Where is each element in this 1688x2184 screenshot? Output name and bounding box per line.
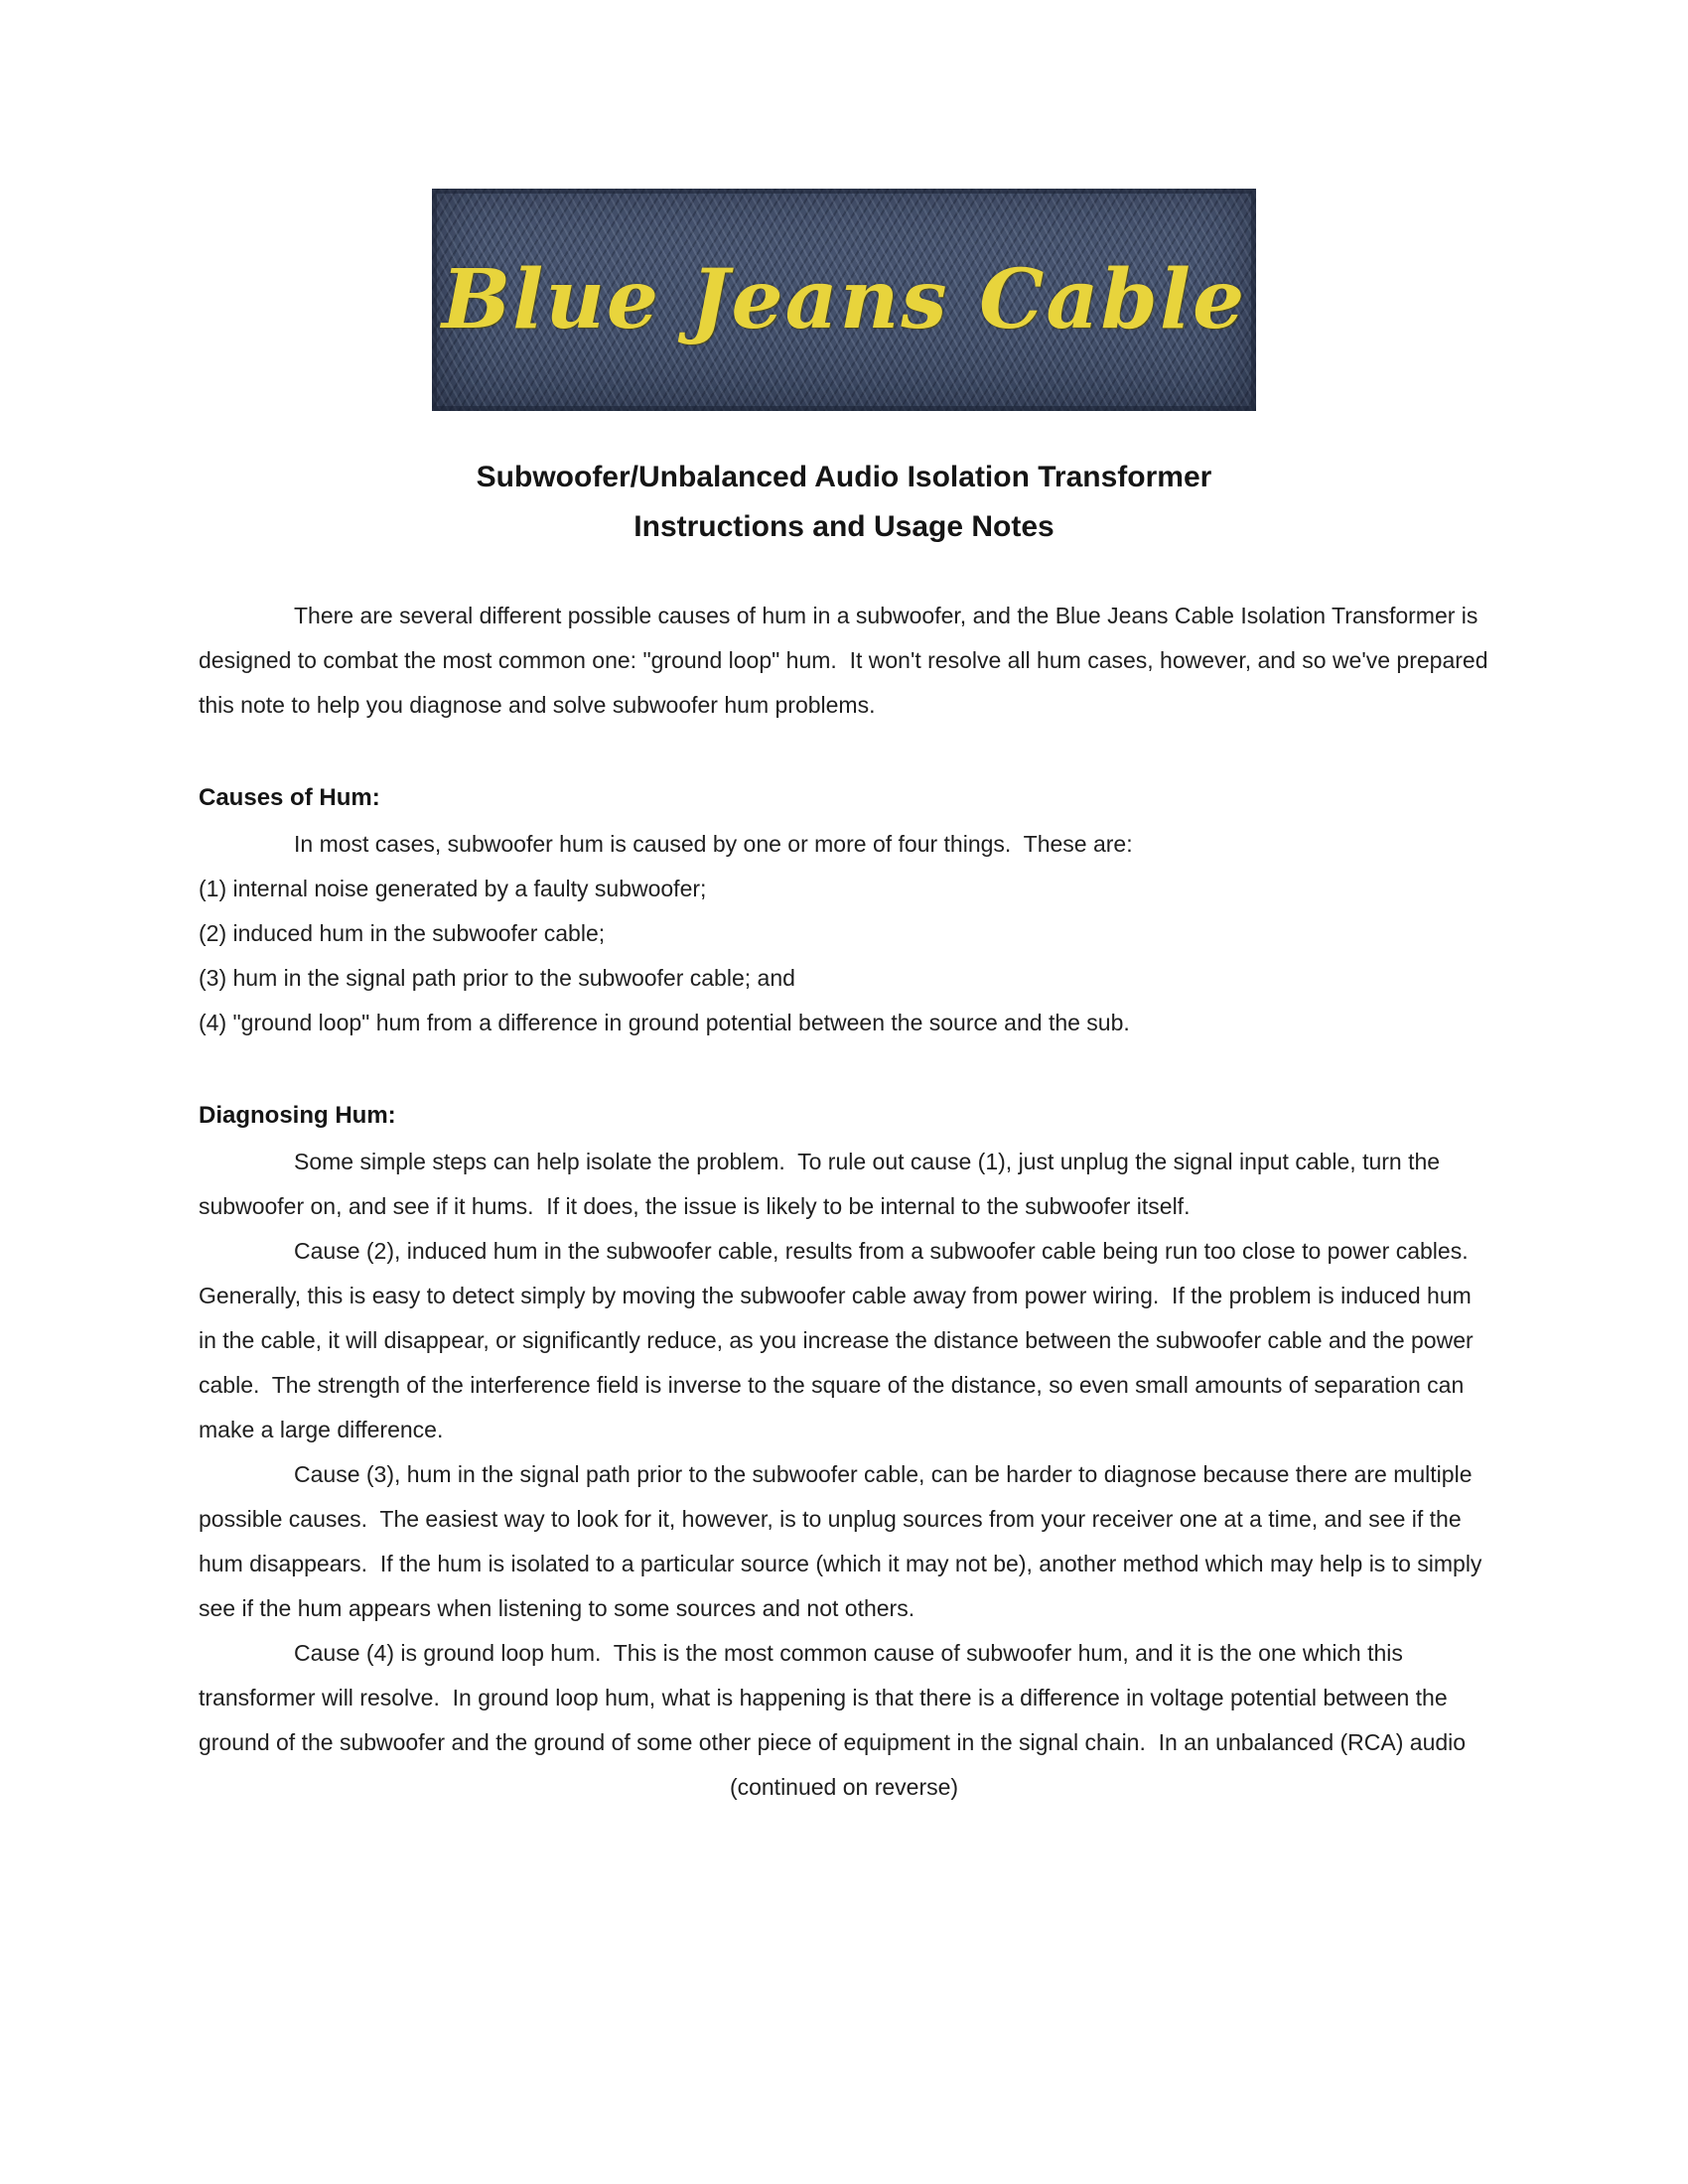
continued-note: (continued on reverse) (729, 1774, 959, 1800)
diagnosing-paragraph-4: Cause (4) is ground loop hum. This is the most common cause of subwoofer hum, and it is the one which this transformer will resolve. In ground loop hum, what is happening is that there is a difference in voltage potential between the ground of the subwoofer and the ground of some other piece of equipment in the signal chain. In an unbalanced (RCA) audio (199, 1640, 1467, 1755)
document-title-line1: Subwoofer/Unbalanced Audio Isolation Transformer (476, 461, 1212, 493)
causes-list (199, 867, 1489, 1045)
list-item-1: (1) internal noise generated by a faulty subwoofer; (199, 876, 707, 901)
document-title (199, 453, 1489, 552)
list-item-4: (4) "ground loop" hum from a difference in ground potential between the source and the sub. (199, 1010, 1130, 1035)
diagnosing-paragraph-2: Cause (2), induced hum in the subwoofer cable, results from a subwoofer cable being run too close to power cables. Generally, this is easy to detect simply by moving the subwoofer cable away from power wiring. If the problem is induced hum in the cable, it will disappear, or significantly reduce, as you increase the distance between the subwoofer cable and the power cable. The strength of the interference field is inverse to the square of the distance, so even small amounts of separation can make a large difference. (199, 1238, 1481, 1442)
logo-banner (432, 189, 1256, 411)
list-item-3: (3) hum in the signal path prior to the subwoofer cable; and (199, 965, 795, 991)
diagnosing-paragraph-1: Some simple steps can help isolate the problem. To rule out cause (1), just unplug the signal input cable, turn the subwoofer on, and see if it hums. If it does, the issue is likely to be internal to the subwoofer itself. (199, 1149, 1447, 1219)
intro-paragraph: There are several different possible causes of hum in a subwoofer, and the Blue Jeans Cable Isolation Transformer is designed to combat the most common one: "ground loop" hum. It won't resolve all hum cases, however, and so we've prepared this note to help you diagnose and solve subwoofer hum problems. (199, 603, 1494, 718)
list-item-2: (2) induced hum in the subwoofer cable; (199, 920, 606, 946)
document-title-line2: Instructions and Usage Notes (633, 510, 1055, 543)
diagnosing-paragraph-3: Cause (3), hum in the signal path prior to the subwoofer cable, can be harder to diagnose because there are multiple possible causes. The easiest way to look for it, however, is to unplug sources from your receiver one at a time, and see if the hum disappears. If the hum is isolated to a particular source (which it may not be), another method which may help is to simply see if the hum appears when listening to some sources and not others. (199, 1461, 1488, 1621)
section-heading-causes: Causes of Hum: (199, 784, 380, 811)
logo-text: Blue Jeans Cable (441, 252, 1247, 347)
causes-intro-paragraph: In most cases, subwoofer hum is caused by one or more of four things. These are: (294, 831, 1133, 857)
section-heading-diagnosing: Diagnosing Hum: (199, 1102, 396, 1129)
